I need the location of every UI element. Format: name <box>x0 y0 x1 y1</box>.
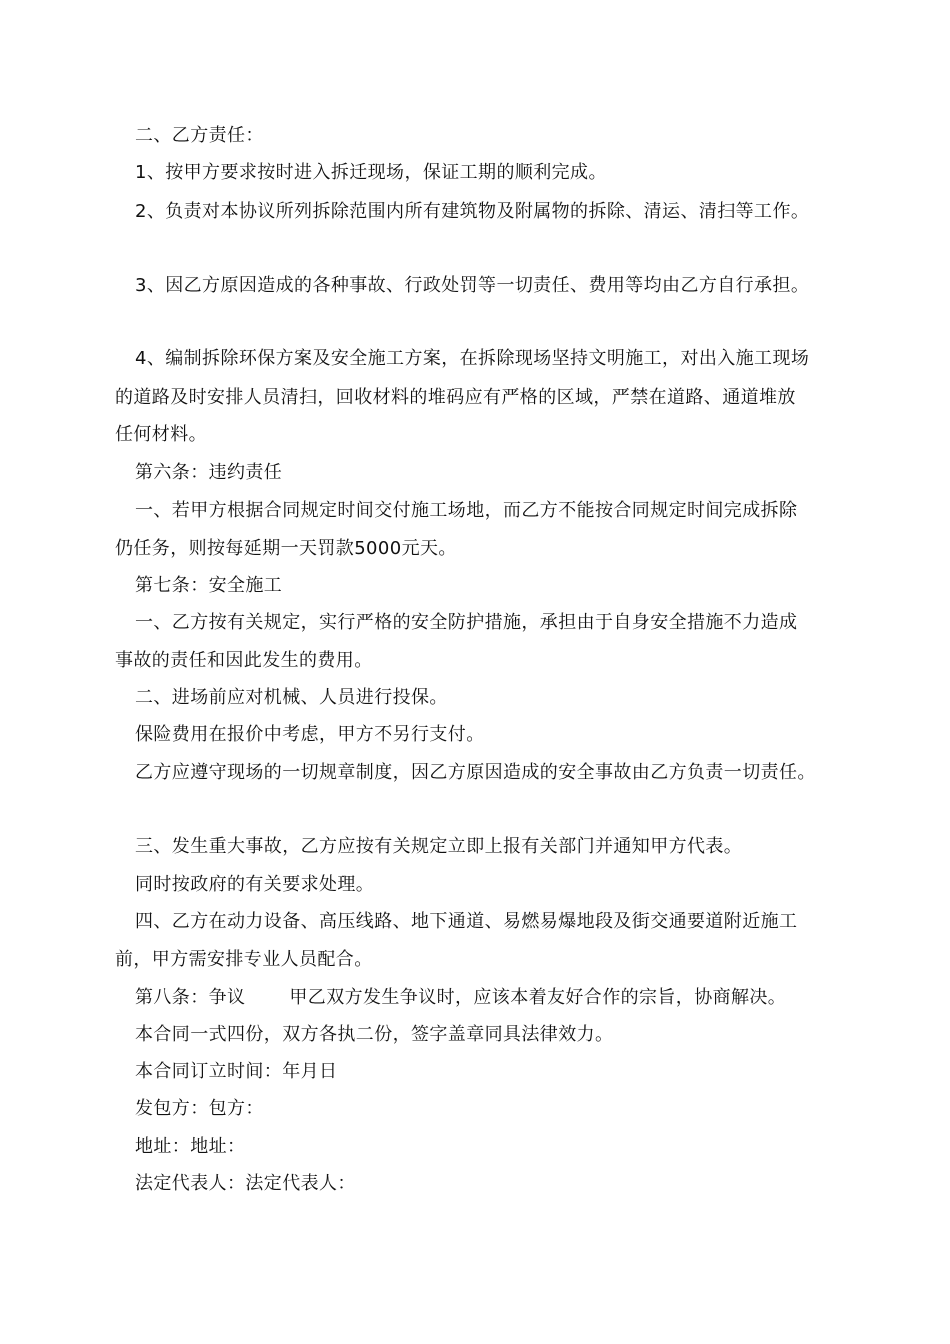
article-7-para-3: 三、发生重大事故，乙方应按有关规定立即上报有关部门并通知甲方代表。 <box>135 836 743 857</box>
legal-representative-line: 法定代表人：法定代表人： <box>135 1173 356 1194</box>
clause-item-2: 2、负责对本协议所列拆除范围内所有建筑物及附属物的拆除、清运、清扫等工作。 <box>135 201 810 222</box>
article-8-text: 甲乙双方发生争议时，应该本着友好合作的宗旨，协商解决。 <box>289 987 787 1008</box>
clause-item-1: 1、按甲方要求按时进入拆迁现场，保证工期的顺利完成。 <box>135 162 607 183</box>
article-7-para-2-rules: 乙方应遵守现场的一切规章制度，因乙方原因造成的安全事故由乙方负责一切责任。 <box>135 762 816 783</box>
clause-item-3: 3、因乙方原因造成的各种事故、行政处罚等一切责任、费用等均由乙方自行承担。 <box>135 275 810 296</box>
article-6-title: 第六条：违约责任 <box>135 462 283 483</box>
party-line: 发包方：包方： <box>135 1098 264 1119</box>
clause-item-4-line-3: 任何材料。 <box>115 424 207 445</box>
article-8-title: 第八条：争议 <box>135 987 246 1008</box>
article-8-line <box>135 986 786 1010</box>
article-7-para-4-line-2: 前，甲方需安排专业人员配合。 <box>115 949 373 970</box>
section-2-title: 二、乙方责任： <box>135 125 264 146</box>
article-6-para-1-line-1: 一、若甲方根据合同规定时间交付施工场地，而乙方不能按合同规定时间完成拆除 <box>135 500 798 521</box>
article-7-para-1-line-2: 事故的责任和因此发生的费用。 <box>115 650 373 671</box>
article-6-para-1-line-2: 仍任务，则按每延期一天罚款5000元天。 <box>115 538 457 559</box>
article-7-para-1-line-1: 一、乙方按有关规定，实行严格的安全防护措施，承担由于自身安全措施不力造成 <box>135 612 798 633</box>
clause-item-4-line-2: 的道路及时安排人员清扫，回收材料的堆码应有严格的区域，严禁在道路、通道堆放 <box>115 387 796 408</box>
clause-item-4-line-1: 4、编制拆除环保方案及安全施工方案，在拆除现场坚持文明施工，对出入施工现场 <box>135 348 810 369</box>
article-7-para-2-insurance: 保险费用在报价中考虑，甲方不另行支付。 <box>135 724 485 745</box>
article-7-para-2: 二、进场前应对机械、人员进行投保。 <box>135 687 448 708</box>
article-7-title: 第七条：安全施工 <box>135 575 283 596</box>
address-line: 地址：地址： <box>135 1136 246 1157</box>
contract-sign-date: 本合同订立时间：年月日 <box>135 1061 338 1082</box>
article-7-para-3-government: 同时按政府的有关要求处理。 <box>135 874 375 895</box>
contract-copies: 本合同一式四份，双方各执二份，签字盖章同具法律效力。 <box>135 1024 614 1045</box>
article-7-para-4-line-1: 四、乙方在动力设备、高压线路、地下通道、易燃易爆地段及街交通要道附近施工 <box>135 911 798 932</box>
